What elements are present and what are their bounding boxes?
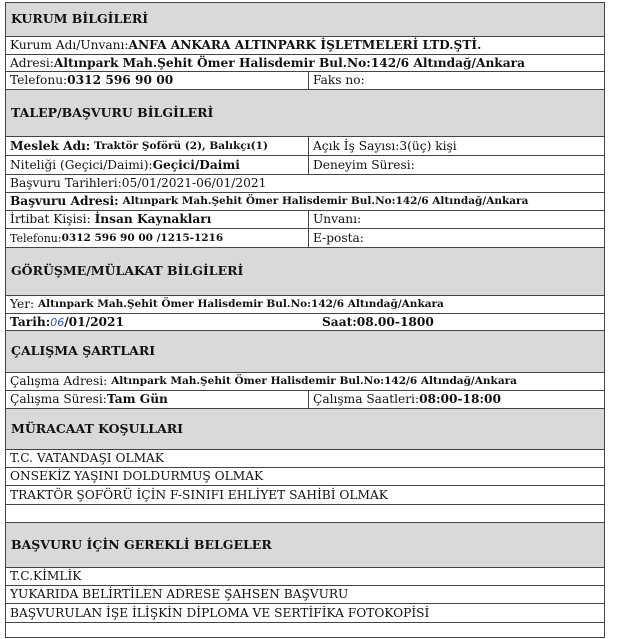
saat-value: Saat:08.00-1800 <box>322 314 434 329</box>
muracaat-item-text: T.C. VATANDAŞI OLMAK <box>10 451 164 466</box>
deneyim-label: Deneyim Süresi: <box>313 157 415 172</box>
basvuru-adresi-row <box>5 193 605 211</box>
basvuru-tarihleri: Başvuru Tarihleri:05/01/2021-06/01/2021 <box>10 176 267 191</box>
yer-label: Yer: <box>10 297 35 312</box>
belgeler-empty-row <box>5 623 605 638</box>
kurum-telefon-row <box>5 72 605 90</box>
irtibat-value: İnsan Kaynakları <box>94 212 212 227</box>
section-header-calisma <box>5 331 605 373</box>
basvuru-tarihleri-row <box>5 175 605 193</box>
section-header-gorusme <box>5 248 605 296</box>
niteligi-row <box>5 156 605 175</box>
calisma-sure-row <box>5 391 605 409</box>
meslek-value: Traktör Şoförü (2), Balıkçı(1) <box>94 139 268 152</box>
belge-item-text: BAŞVURULAN İŞE İLİŞKİN DİPLOMA VE SERTİFİKA FOTOKOPİSİ <box>10 605 430 620</box>
section-header-muracaat <box>5 409 605 450</box>
tarih-value: /01/2021 <box>64 314 125 329</box>
calisma-adresi-label: Çalışma Adresi: <box>10 374 108 389</box>
muracaat-item-text: TRAKTÖR ŞOFÖRÜ İÇİN F-SINIFI EHLİYET SAHİBİ OLMAK <box>10 487 388 502</box>
talep-telefon-row <box>5 229 605 248</box>
kurum-telefon-cell <box>6 72 309 89</box>
deneyim-cell <box>309 156 604 174</box>
calisma-saatleri-value: 08:00-18:00 <box>419 392 501 407</box>
section-header-talep <box>5 90 605 137</box>
meslek-cell <box>6 137 309 155</box>
tarih-label: Tarih: <box>10 314 51 329</box>
talep-telefon-cell <box>6 229 309 247</box>
section-title-gorusme: GÖRÜŞME/MÜLAKAT BİLGİLERİ <box>11 263 244 279</box>
kurum-adres-row <box>5 55 605 72</box>
unvani-label: Unvanı: <box>313 212 362 227</box>
meslek-row <box>5 137 605 156</box>
irtibat-cell <box>6 211 309 228</box>
muracaat-item <box>5 486 605 505</box>
tarih-cell <box>6 314 318 330</box>
kurum-adi-value: ANFA ANKARA ALTINPARK İŞLETMELERİ LTD.ŞTİ. <box>128 38 482 53</box>
belge-item <box>5 604 605 623</box>
saat-cell <box>318 314 604 330</box>
niteligi-cell <box>6 156 309 174</box>
belge-item-text: YUKARIDA BELİRTİLEN ADRESE ŞAHSEN BAŞVURU <box>10 587 349 602</box>
calisma-adresi-row <box>5 373 605 391</box>
muracaat-item <box>5 450 605 468</box>
calisma-saatleri-label: Çalışma Saatleri: <box>313 392 420 407</box>
job-posting-form <box>5 2 605 638</box>
kurum-adres-label: Adresi: <box>10 55 54 70</box>
kurum-adi-label: Kurum Adı/Unvanı: <box>10 38 129 53</box>
tarih-handwritten-day: 06 <box>50 315 65 329</box>
calisma-suresi-cell <box>6 391 309 408</box>
calisma-saatleri-cell <box>309 391 604 408</box>
yer-value: Altınpark Mah.Şehit Ömer Halisdemir Bul.No:142/6 Altındağ/Ankara <box>38 298 444 311</box>
belge-item <box>5 568 605 586</box>
acik-is-sayisi: Açık İş Sayısı:3(üç) kişi <box>313 138 457 153</box>
basvuru-adresi-label: Başvuru Adresi: <box>10 194 119 209</box>
talep-telefon-label: Telefonu: <box>10 231 62 245</box>
irtibat-row <box>5 211 605 229</box>
yer-row <box>5 296 605 314</box>
kurum-adres-value: Altınpark Mah.Şehit Ömer Halisdemir Bul.No:142/6 Altındağ/Ankara <box>53 55 525 70</box>
basvuru-adresi-value: Altınpark Mah.Şehit Ömer Halisdemir Bul.No:142/6 Altındağ/Ankara <box>122 195 529 208</box>
niteligi-label: Niteliği (Geçici/Daimi): <box>10 157 153 172</box>
section-header-kurum <box>5 2 605 37</box>
calisma-adresi-value: Altınpark Mah.Şehit Ömer Halisdemir Bul.No:142/6 Altındağ/Ankara <box>111 375 517 388</box>
section-header-belgeler <box>5 523 605 568</box>
meslek-label: Meslek Adı: <box>10 138 91 153</box>
calisma-suresi-value: Tam Gün <box>106 392 168 407</box>
belge-item-text: T.C.KİMLİK <box>10 569 82 584</box>
section-title-belgeler: BAŞVURU İÇİN GEREKLİ BELGELER <box>11 536 272 552</box>
kurum-telefon-value: 0312 596 90 00 <box>67 73 174 88</box>
tarih-saat-row <box>5 314 605 331</box>
section-title-talep: TALEP/BAŞVURU BİLGİLERİ <box>11 104 214 120</box>
kurum-faks-label: Faks no: <box>313 73 365 88</box>
kurum-telefon-label: Telefonu: <box>10 73 68 88</box>
irtibat-label: İrtibat Kişisi: <box>10 212 91 227</box>
talep-telefon-value: 0312 596 90 00 /1215-1216 <box>61 231 224 244</box>
section-title-calisma: ÇALIŞMA ŞARTLARI <box>11 343 156 359</box>
belge-item <box>5 586 605 604</box>
acik-is-cell <box>309 137 604 155</box>
muracaat-item-text: ONSEKİZ YAŞINI DOLDURMUŞ OLMAK <box>10 469 264 484</box>
muracaat-empty-row <box>5 505 605 523</box>
niteligi-value: Geçici/Daimi <box>152 157 240 172</box>
kurum-adi-row <box>5 37 605 55</box>
eposta-cell <box>309 229 604 247</box>
eposta-label: E-posta: <box>313 230 364 245</box>
section-title-muracaat: MÜRACAAT KOŞULLARI <box>11 420 183 436</box>
calisma-suresi-label: Çalışma Süresi: <box>10 392 107 407</box>
kurum-faks-cell <box>309 72 604 89</box>
muracaat-item <box>5 468 605 486</box>
unvani-cell <box>309 211 604 228</box>
section-title-kurum: KURUM BİLGİLERİ <box>11 11 149 27</box>
